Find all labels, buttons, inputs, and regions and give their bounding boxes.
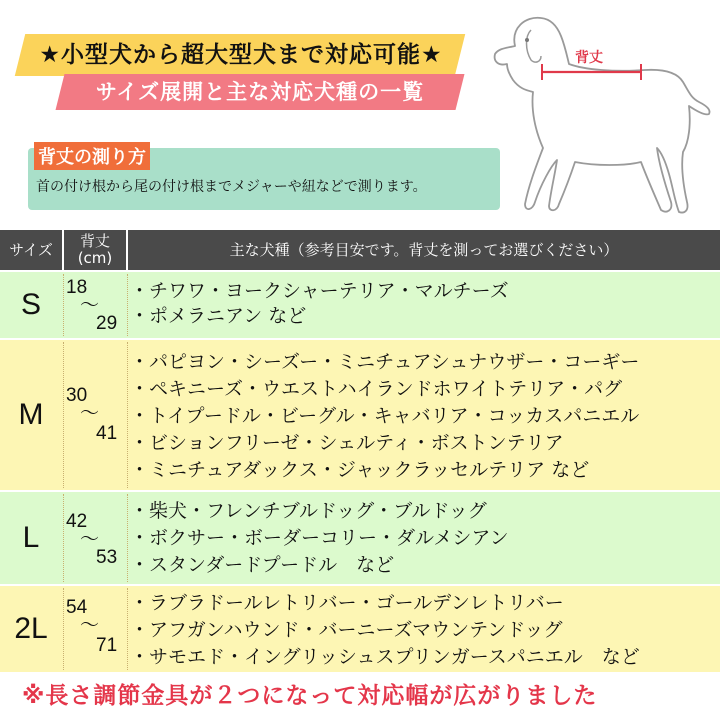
list-item: ・パピヨン・シーズー・ミニチュアシュナウザー・コーギー xyxy=(130,351,640,373)
length-min: 54 xyxy=(66,597,88,618)
breed-list xyxy=(130,498,509,579)
list-item: ・ビションフリーゼ・シェルティ・ボストンテリア xyxy=(130,432,564,454)
table-header-length-label: 背丈 xyxy=(79,232,110,250)
length-min: 42 xyxy=(66,511,88,532)
length-tilde: ～ xyxy=(80,529,100,550)
list-item: ・ペキニーズ・ウエストハイランドホワイトテリア・パグ xyxy=(130,378,623,400)
divider xyxy=(63,588,65,670)
title-line-2: サイズ展開と主な対応犬種の一覧 xyxy=(95,80,425,104)
list-item: ・ラブラドールレトリバー・ゴールデンレトリバー xyxy=(130,592,564,614)
table-header-breeds: 主な犬種（参考目安です。背丈を測ってお選びください） xyxy=(128,230,720,270)
list-item: ・チワワ・ヨークシャーテリア・マルチーズ xyxy=(130,280,509,302)
measure-title: 背丈の測り方 xyxy=(34,142,150,170)
dog-outline-icon xyxy=(485,6,715,222)
divider xyxy=(127,588,129,670)
list-item: ・サモエド・イングリッシュスプリンガースパニエル など xyxy=(130,646,640,668)
divider xyxy=(127,274,129,336)
length-max: 41 xyxy=(96,423,118,444)
length-tilde: ～ xyxy=(80,615,100,636)
length-max: 53 xyxy=(96,547,118,568)
title-line-1: ★小型犬から超大型犬まで対応可能★ xyxy=(39,42,443,68)
length-tilde: ～ xyxy=(80,295,100,316)
divider xyxy=(127,342,129,488)
list-item: ・スタンダードプードル など xyxy=(130,554,395,576)
length-max: 71 xyxy=(96,635,118,656)
list-item: ・トイプードル・ビーグル・キャバリア・コッカスパニエル xyxy=(130,405,640,427)
measure-description: 首の付け根から尾の付け根までメジャーや紐などで測ります。 xyxy=(36,179,427,195)
size-cell: 2L xyxy=(14,612,48,645)
table-header-length-unit: (cm) xyxy=(77,249,113,267)
back-length-label: 背丈 xyxy=(575,50,603,66)
list-item: ・ポメラニアン など xyxy=(130,305,307,327)
length-max: 29 xyxy=(96,313,118,334)
size-cell: M xyxy=(18,398,44,431)
list-item: ・アフガンハウンド・バーニーズマウンテンドッグ xyxy=(130,619,563,641)
size-cell: L xyxy=(22,521,40,554)
list-item: ・ミニチュアダックス・ジャックラッセルテリア など xyxy=(130,459,590,481)
breed-list xyxy=(130,279,509,329)
table-header-size: サイズ xyxy=(0,230,62,270)
length-min: 30 xyxy=(66,385,88,406)
footer-note: ※長さ調節金具が２つになって対応幅が広がりました xyxy=(22,683,598,709)
divider xyxy=(63,494,65,582)
size-cell: S xyxy=(20,288,41,321)
divider xyxy=(63,274,65,336)
length-min: 18 xyxy=(66,277,88,298)
list-item: ・柴犬・フレンチブルドッグ・ブルドッグ xyxy=(130,500,487,522)
list-item: ・ボクサー・ボーダーコリー・ダルメシアン xyxy=(130,527,509,549)
length-tilde: ～ xyxy=(80,403,100,424)
breed-list xyxy=(130,590,640,671)
divider xyxy=(127,494,129,582)
divider xyxy=(63,342,65,488)
table-header-length xyxy=(64,230,126,270)
breed-list xyxy=(130,349,639,484)
